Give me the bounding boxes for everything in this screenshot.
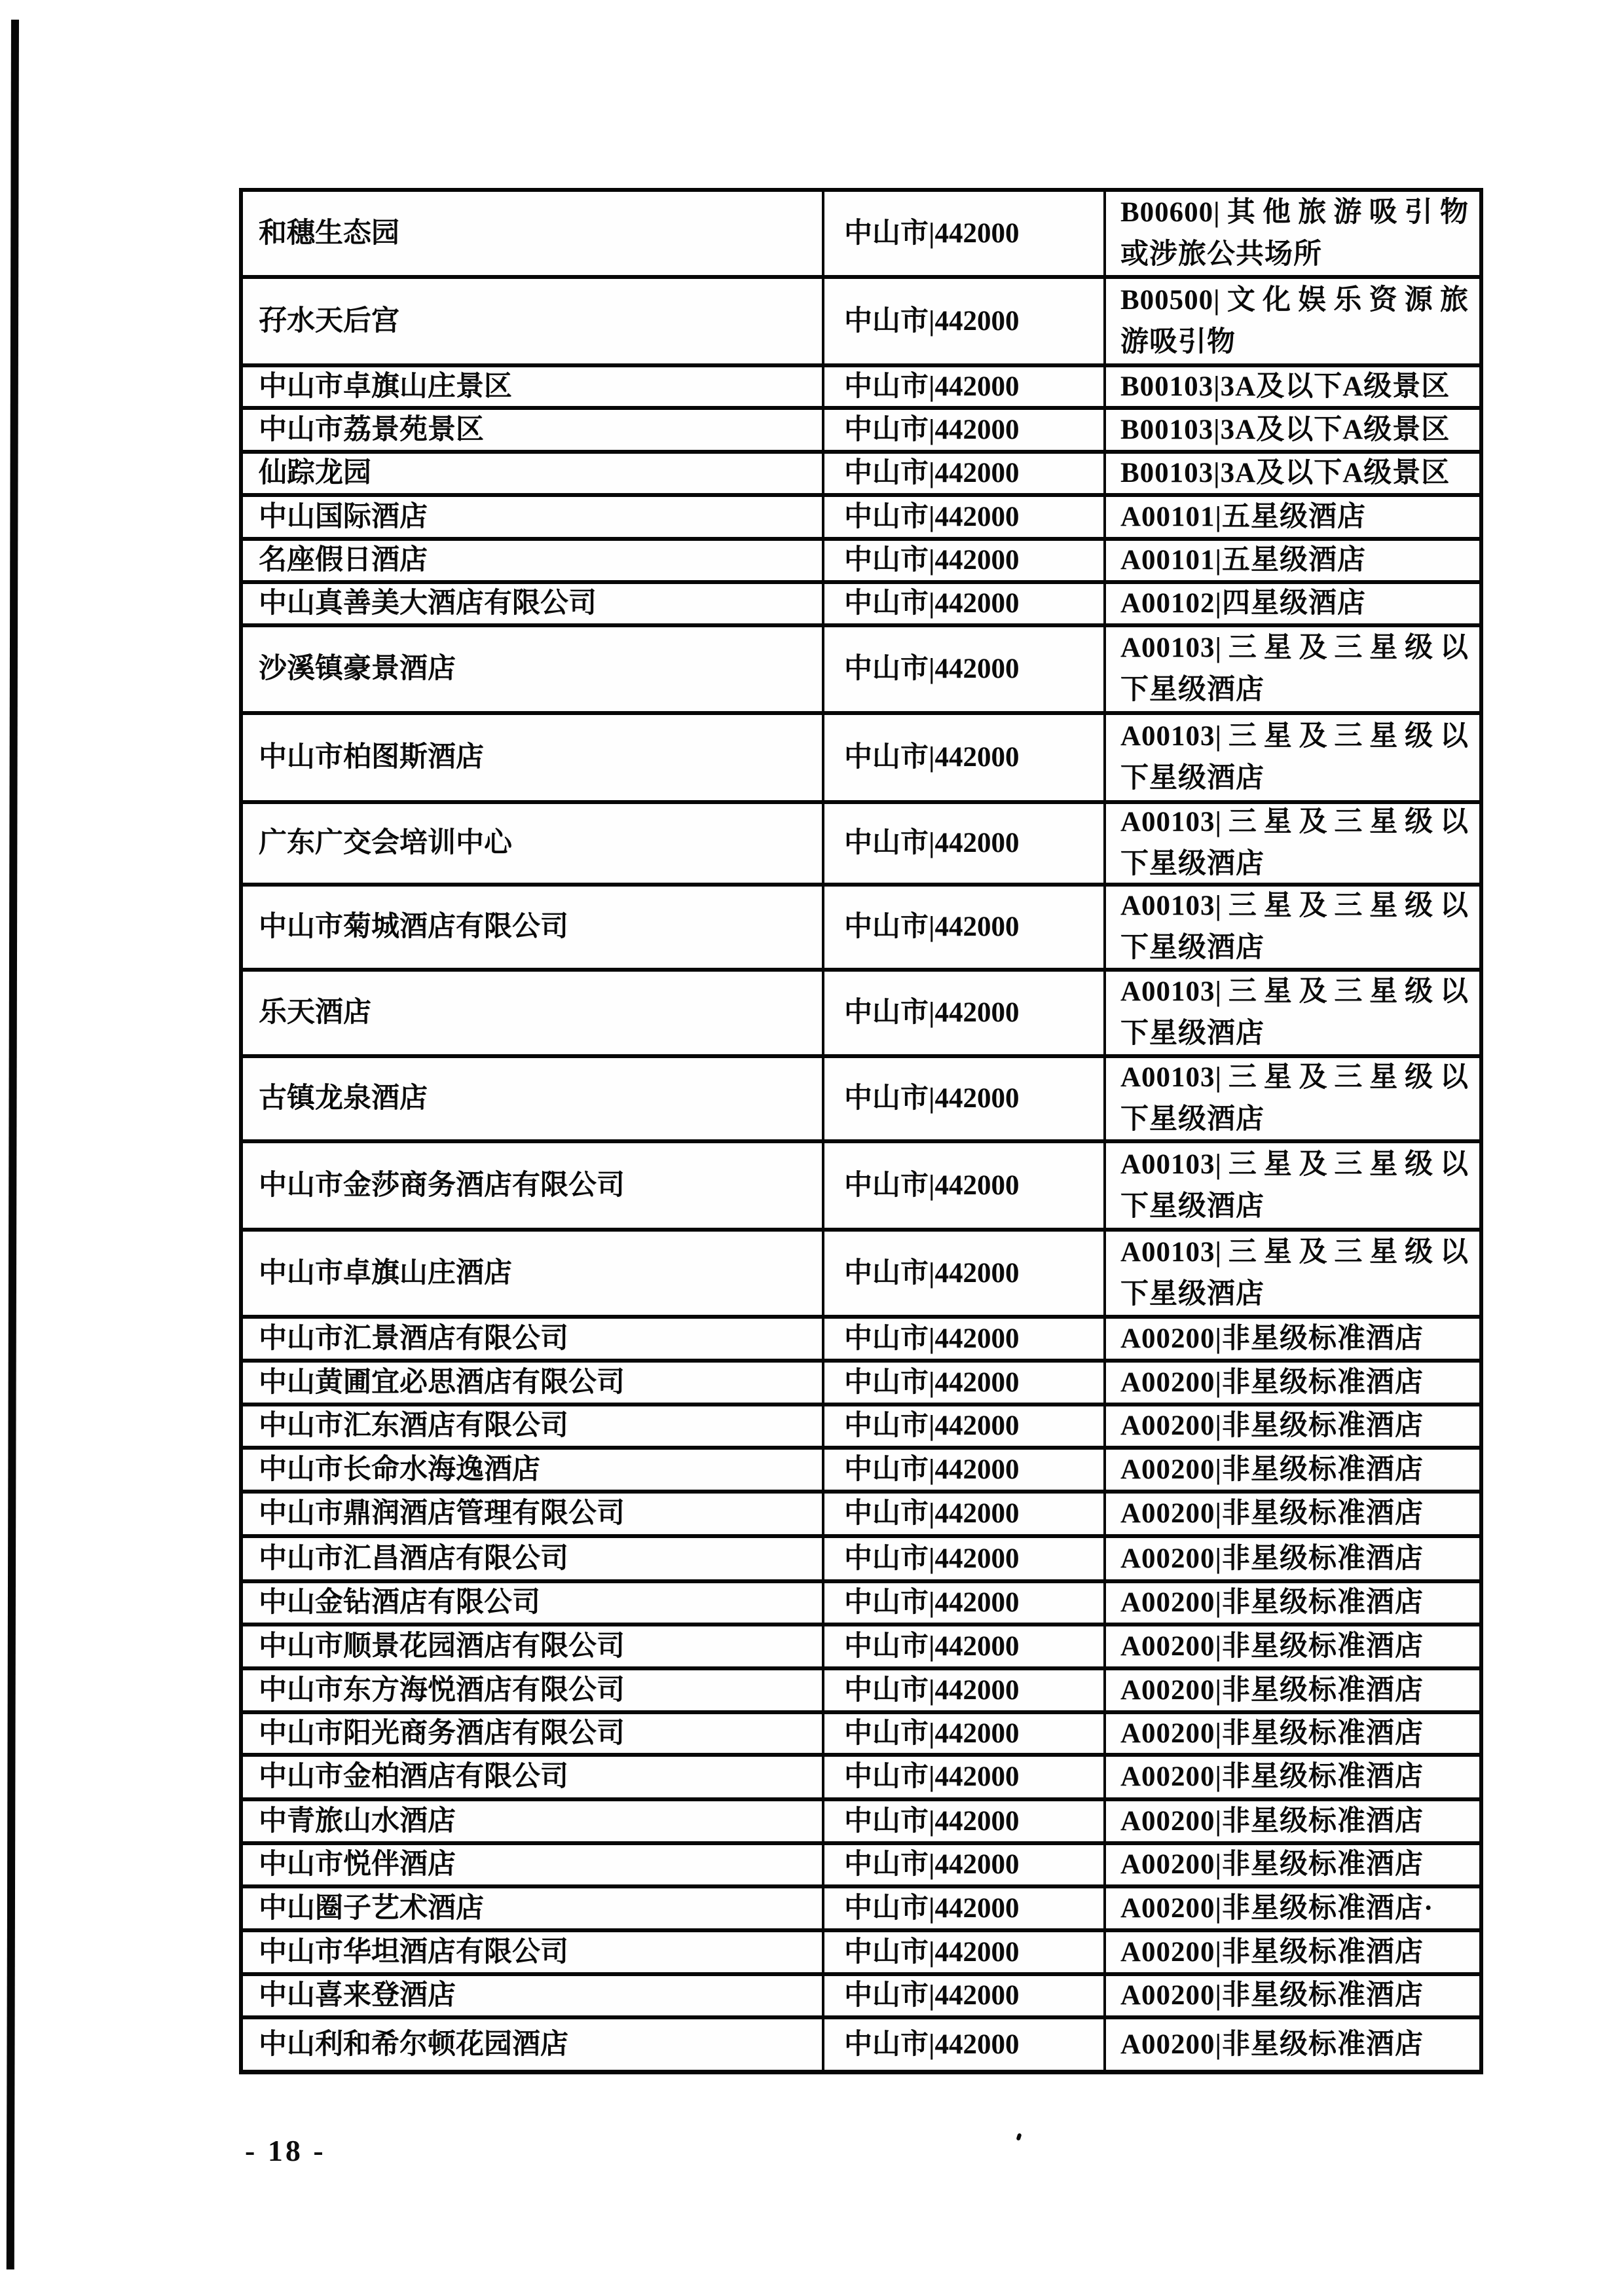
category-line: 下星级酒店 <box>1120 674 1264 705</box>
cell-facility-name: 中山市阳光商务酒店有限公司 <box>243 1714 824 1753</box>
category-line: A00103|三星及三星级以 <box>1120 807 1469 837</box>
cell-category-code <box>1106 887 1479 968</box>
table-row <box>243 1714 1479 1757</box>
cell-facility-name: 中山利和希尔顿花园酒店 <box>243 2019 824 2070</box>
cell-facility-name: 中山市卓旗山庄景区 <box>243 367 824 406</box>
table-row <box>243 715 1479 804</box>
category-line: A00103|三星及三星级以 <box>1120 721 1469 752</box>
table-row <box>243 454 1479 497</box>
table-row <box>243 410 1479 454</box>
cell-facility-name: 中山圈子艺术酒店 <box>243 1888 824 1928</box>
category-line: 下星级酒店 <box>1120 932 1264 963</box>
table-row <box>243 972 1479 1058</box>
cell-facility-name: 中山市华坦酒店有限公司 <box>243 1932 824 1972</box>
cell-city-postcode: 中山市|442000 <box>824 1450 1106 1490</box>
table-row <box>243 2019 1479 2070</box>
cell-city-postcode: 中山市|442000 <box>824 497 1106 537</box>
table-row <box>243 497 1479 541</box>
cell-city-postcode: 中山市|442000 <box>824 1583 1106 1623</box>
cell-facility-name: 中山黄圃宜必思酒店有限公司 <box>243 1363 824 1403</box>
category-line: A00200|非星级标准酒店 <box>1120 1630 1424 1662</box>
cell-city-postcode: 中山市|442000 <box>824 1058 1106 1139</box>
table-row <box>243 627 1479 715</box>
table-row <box>243 1932 1479 1976</box>
cell-category-code <box>1106 497 1479 537</box>
cell-category-code <box>1106 627 1479 711</box>
cell-city-postcode: 中山市|442000 <box>824 1888 1106 1928</box>
cell-city-postcode: 中山市|442000 <box>824 627 1106 711</box>
category-line: 下星级酒店 <box>1120 1018 1264 1049</box>
category-line: 下星级酒店 <box>1120 763 1264 794</box>
table-row <box>243 1494 1479 1538</box>
cell-category-code <box>1106 1845 1479 1884</box>
cell-facility-name: 中山市汇东酒店有限公司 <box>243 1406 824 1446</box>
table-row <box>243 1670 1479 1714</box>
cell-facility-name: 名座假日酒店 <box>243 541 824 580</box>
category-line: A00102|四星级酒店 <box>1120 588 1367 619</box>
table-row <box>243 1363 1479 1406</box>
cell-city-postcode: 中山市|442000 <box>824 972 1106 1054</box>
category-line: A00200|非星级标准酒店 <box>1120 1761 1424 1792</box>
cell-category-code <box>1106 410 1479 450</box>
cell-category-code <box>1106 584 1479 623</box>
cell-category-code <box>1106 1319 1479 1359</box>
table-row <box>243 1406 1479 1450</box>
cell-category-code <box>1106 1976 1479 2015</box>
cell-category-code <box>1106 1757 1479 1797</box>
cell-city-postcode: 中山市|442000 <box>824 1232 1106 1315</box>
cell-category-code <box>1106 1058 1479 1139</box>
cell-category-code <box>1106 541 1479 580</box>
cell-category-code <box>1106 1363 1479 1403</box>
cell-category-code <box>1106 804 1479 883</box>
category-line: A00200|非星级标准酒店 <box>1120 1717 1424 1749</box>
cell-city-postcode: 中山市|442000 <box>824 1319 1106 1359</box>
category-line: A00103|三星及三星级以 <box>1120 1062 1469 1093</box>
cell-city-postcode: 中山市|442000 <box>824 1670 1106 1710</box>
cell-city-postcode: 中山市|442000 <box>824 1626 1106 1666</box>
cell-city-postcode: 中山市|442000 <box>824 1538 1106 1579</box>
cell-category-code <box>1106 1143 1479 1228</box>
cell-facility-name: 中山国际酒店 <box>243 497 824 537</box>
cell-category-code <box>1106 1232 1479 1315</box>
cell-facility-name: 中山市卓旗山庄酒店 <box>243 1232 824 1315</box>
category-line: A00103|三星及三星级以 <box>1120 1236 1469 1268</box>
cell-facility-name: 中山市长命水海逸酒店 <box>243 1450 824 1490</box>
category-line: A00101|五星级酒店 <box>1120 545 1367 576</box>
category-line: A00103|三星及三星级以 <box>1120 976 1469 1007</box>
cell-category-code <box>1106 1583 1479 1623</box>
cell-facility-name: 中山市汇景酒店有限公司 <box>243 1319 824 1359</box>
cell-category-code <box>1106 1670 1479 1710</box>
cell-city-postcode: 中山市|442000 <box>824 541 1106 580</box>
table-row <box>243 1583 1479 1626</box>
category-line: A00200|非星级标准酒店 <box>1120 1980 1424 2011</box>
category-line: A00200|非星级标准酒店 <box>1120 1543 1424 1574</box>
category-line: A00103|三星及三星级以 <box>1120 633 1469 663</box>
table-row <box>243 804 1479 887</box>
category-line: A00200|非星级标准酒店 <box>1120 2029 1424 2060</box>
cell-city-postcode: 中山市|442000 <box>824 1143 1106 1228</box>
facility-classification-table <box>239 188 1483 2074</box>
table-row <box>243 1450 1479 1494</box>
cell-city-postcode: 中山市|442000 <box>824 2019 1106 2070</box>
category-line: A00101|五星级酒店 <box>1120 501 1367 532</box>
cell-facility-name: 中山真善美大酒店有限公司 <box>243 584 824 623</box>
cell-category-code <box>1106 715 1479 800</box>
cell-facility-name: 中山市金莎商务酒店有限公司 <box>243 1143 824 1228</box>
scan-edge-artifact <box>7 20 19 2269</box>
cell-category-code <box>1106 972 1479 1054</box>
cell-facility-name: 孖水天后宫 <box>243 279 824 363</box>
category-line: 下星级酒店 <box>1120 849 1264 879</box>
cell-facility-name: 中山市顺景花园酒店有限公司 <box>243 1626 824 1666</box>
cell-city-postcode: 中山市|442000 <box>824 1976 1106 2015</box>
cell-city-postcode: 中山市|442000 <box>824 192 1106 275</box>
cell-city-postcode: 中山市|442000 <box>824 1406 1106 1446</box>
cell-city-postcode: 中山市|442000 <box>824 1757 1106 1797</box>
table-row <box>243 1976 1479 2019</box>
cell-category-code <box>1106 1932 1479 1972</box>
table-row <box>243 1626 1479 1670</box>
category-line: 游吸引物 <box>1120 326 1236 358</box>
cell-facility-name: 广东广交会培训中心 <box>243 804 824 883</box>
cell-city-postcode: 中山市|442000 <box>824 715 1106 800</box>
cell-facility-name: 古镇龙泉酒店 <box>243 1058 824 1139</box>
cell-facility-name: 中山市鼎润酒店管理有限公司 <box>243 1494 824 1534</box>
table-row <box>243 367 1479 410</box>
table-row <box>243 1232 1479 1319</box>
category-line: B00103|3A及以下A级景区 <box>1120 371 1450 402</box>
cell-category-code <box>1106 367 1479 406</box>
cell-category-code <box>1106 454 1479 493</box>
cell-category-code <box>1106 1538 1479 1579</box>
cell-facility-name: 乐天酒店 <box>243 972 824 1054</box>
cell-category-code <box>1106 1626 1479 1666</box>
category-line: A00200|非星级标准酒店 <box>1120 1805 1424 1837</box>
cell-city-postcode: 中山市|442000 <box>824 1714 1106 1753</box>
cell-city-postcode: 中山市|442000 <box>824 1363 1106 1403</box>
cell-city-postcode: 中山市|442000 <box>824 454 1106 493</box>
cell-city-postcode: 中山市|442000 <box>824 279 1106 363</box>
cell-category-code <box>1106 1494 1479 1534</box>
category-line: A00200|非星级标准酒店 <box>1120 1936 1424 1968</box>
category-line: A00200|非星级标准酒店 <box>1120 1323 1424 1354</box>
category-line: 或涉旅公共场所 <box>1120 238 1322 270</box>
cell-city-postcode: 中山市|442000 <box>824 410 1106 450</box>
cell-city-postcode: 中山市|442000 <box>824 887 1106 968</box>
cell-city-postcode: 中山市|442000 <box>824 1801 1106 1841</box>
cell-category-code <box>1106 1714 1479 1753</box>
cell-city-postcode: 中山市|442000 <box>824 1494 1106 1534</box>
cell-city-postcode: 中山市|442000 <box>824 584 1106 623</box>
table-row <box>243 279 1479 367</box>
category-line: 下星级酒店 <box>1120 1278 1264 1310</box>
category-line: 下星级酒店 <box>1120 1104 1264 1135</box>
category-line: 下星级酒店 <box>1120 1190 1264 1222</box>
cell-category-code <box>1106 2019 1479 2070</box>
cell-facility-name: 中山市汇昌酒店有限公司 <box>243 1538 824 1579</box>
category-line: A00200|非星级标准酒店· <box>1120 1892 1434 1924</box>
cell-facility-name: 中山市东方海悦酒店有限公司 <box>243 1670 824 1710</box>
table-row <box>243 192 1479 279</box>
cell-facility-name: 中山市悦伴酒店 <box>243 1845 824 1884</box>
category-line: A00200|非星级标准酒店 <box>1120 1674 1424 1706</box>
cell-city-postcode: 中山市|442000 <box>824 1932 1106 1972</box>
cell-category-code <box>1106 279 1479 363</box>
category-line: A00103|三星及三星级以 <box>1120 1148 1469 1180</box>
table-row <box>243 1845 1479 1888</box>
cell-category-code <box>1106 1801 1479 1841</box>
table-row <box>243 1058 1479 1143</box>
cell-facility-name: 中青旅山水酒店 <box>243 1801 824 1841</box>
cell-facility-name: 中山市柏图斯酒店 <box>243 715 824 800</box>
category-line: A00200|非星级标准酒店 <box>1120 1410 1424 1441</box>
cell-city-postcode: 中山市|442000 <box>824 367 1106 406</box>
table-row <box>243 584 1479 627</box>
category-line: B00600|其他旅游吸引物 <box>1120 196 1469 228</box>
table-row <box>243 541 1479 584</box>
category-line: B00103|3A及以下A级景区 <box>1120 458 1450 488</box>
category-line: B00103|3A及以下A级景区 <box>1120 414 1450 445</box>
cell-city-postcode: 中山市|442000 <box>824 1845 1106 1884</box>
table-row <box>243 1143 1479 1232</box>
category-line: A00200|非星级标准酒店 <box>1120 1367 1424 1398</box>
cell-facility-name: 中山市菊城酒店有限公司 <box>243 887 824 968</box>
cell-city-postcode: 中山市|442000 <box>824 804 1106 883</box>
category-line: A00200|非星级标准酒店 <box>1120 1587 1424 1618</box>
cell-facility-name: 沙溪镇豪景酒店 <box>243 627 824 711</box>
category-line: A00200|非星级标准酒店 <box>1120 1454 1424 1485</box>
cell-category-code <box>1106 1450 1479 1490</box>
table-row <box>243 1757 1479 1801</box>
cell-facility-name: 仙踪龙园 <box>243 454 824 493</box>
cell-category-code <box>1106 1888 1479 1928</box>
table-row <box>243 1538 1479 1583</box>
table-row <box>243 1319 1479 1363</box>
cell-facility-name: 中山喜来登酒店 <box>243 1976 824 2015</box>
category-line: A00200|非星级标准酒店 <box>1120 1849 1424 1880</box>
cell-facility-name: 中山金钻酒店有限公司 <box>243 1583 824 1623</box>
category-line: A00103|三星及三星级以 <box>1120 890 1469 921</box>
table-row <box>243 1888 1479 1932</box>
table-row <box>243 1801 1479 1845</box>
table-row <box>243 887 1479 972</box>
ink-speck-artifact <box>1016 2133 1022 2140</box>
page-number: - 18 - <box>245 2134 326 2167</box>
category-line: A00200|非星级标准酒店 <box>1120 1498 1424 1529</box>
cell-category-code <box>1106 1406 1479 1446</box>
cell-facility-name: 和穗生态园 <box>243 192 824 275</box>
cell-category-code <box>1106 192 1479 275</box>
cell-facility-name: 中山市金柏酒店有限公司 <box>243 1757 824 1797</box>
category-line: B00500|文化娱乐资源旅 <box>1120 284 1469 316</box>
cell-facility-name: 中山市荔景苑景区 <box>243 410 824 450</box>
